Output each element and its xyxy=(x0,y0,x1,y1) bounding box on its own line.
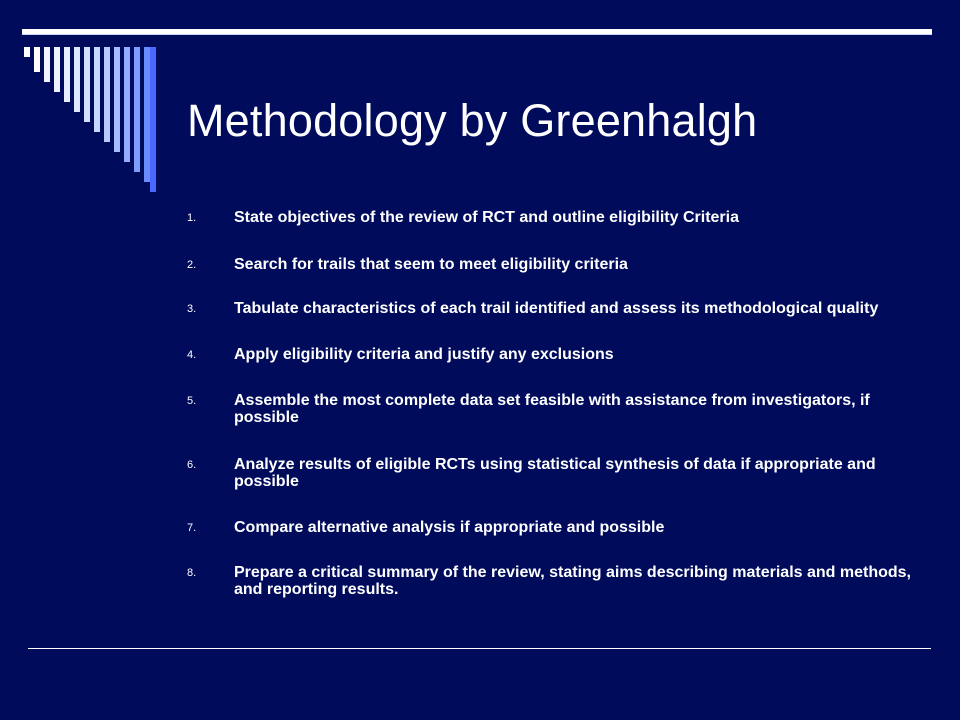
list-item-5 xyxy=(187,392,917,426)
list-text: Apply eligibility criteria and justify any exclusions xyxy=(234,346,614,363)
stripe-8 xyxy=(94,47,100,132)
list-number: 2. xyxy=(187,259,197,271)
list-number: 5. xyxy=(187,395,197,407)
list-item-2 xyxy=(187,256,917,273)
stripe-12 xyxy=(134,47,140,172)
list-item-6 xyxy=(187,456,917,490)
stripe-4 xyxy=(54,47,60,92)
stripe-10 xyxy=(114,47,120,152)
stripe-3 xyxy=(44,47,50,82)
stripe-9 xyxy=(104,47,110,142)
list-item-7 xyxy=(187,519,917,536)
top-decorative-line xyxy=(22,29,932,34)
list-item-8 xyxy=(187,564,917,598)
list-number: 1. xyxy=(187,212,197,224)
stripe-7 xyxy=(84,47,90,122)
stripe-14 xyxy=(150,47,156,192)
list-text: Tabulate characteristics of each trail identified and assess its methodological quality xyxy=(234,300,879,317)
list-item-4 xyxy=(187,346,917,363)
list-item-1 xyxy=(187,209,917,226)
list-text: Compare alternative analysis if appropriate and possible xyxy=(234,519,665,536)
slide-title: Methodology by Greenhalgh xyxy=(187,95,758,146)
list-number: 3. xyxy=(187,303,197,315)
list-text: Search for trails that seem to meet eligibility criteria xyxy=(234,256,628,273)
stripe-1 xyxy=(24,47,30,57)
list-text: Analyze results of eligible RCTs using statistical synthesis of data if appropriate and possible xyxy=(234,456,876,490)
list-text: Prepare a critical summary of the review, stating aims describing materials and methods, and reporting results. xyxy=(234,564,911,598)
stripe-11 xyxy=(124,47,130,162)
bottom-divider xyxy=(28,648,931,649)
stripe-5 xyxy=(64,47,70,102)
list-text: Assemble the most complete data set feasible with assistance from investigators, if possible xyxy=(234,392,870,426)
list-number: 8. xyxy=(187,567,197,579)
list-item-3 xyxy=(187,300,917,317)
list-number: 4. xyxy=(187,349,197,361)
list-text: State objectives of the review of RCT and outline eligibility Criteria xyxy=(234,209,739,226)
methodology-list xyxy=(187,209,917,598)
list-number: 6. xyxy=(187,459,197,471)
stripe-6 xyxy=(74,47,80,112)
list-number: 7. xyxy=(187,522,197,534)
stripe-2 xyxy=(34,47,40,72)
